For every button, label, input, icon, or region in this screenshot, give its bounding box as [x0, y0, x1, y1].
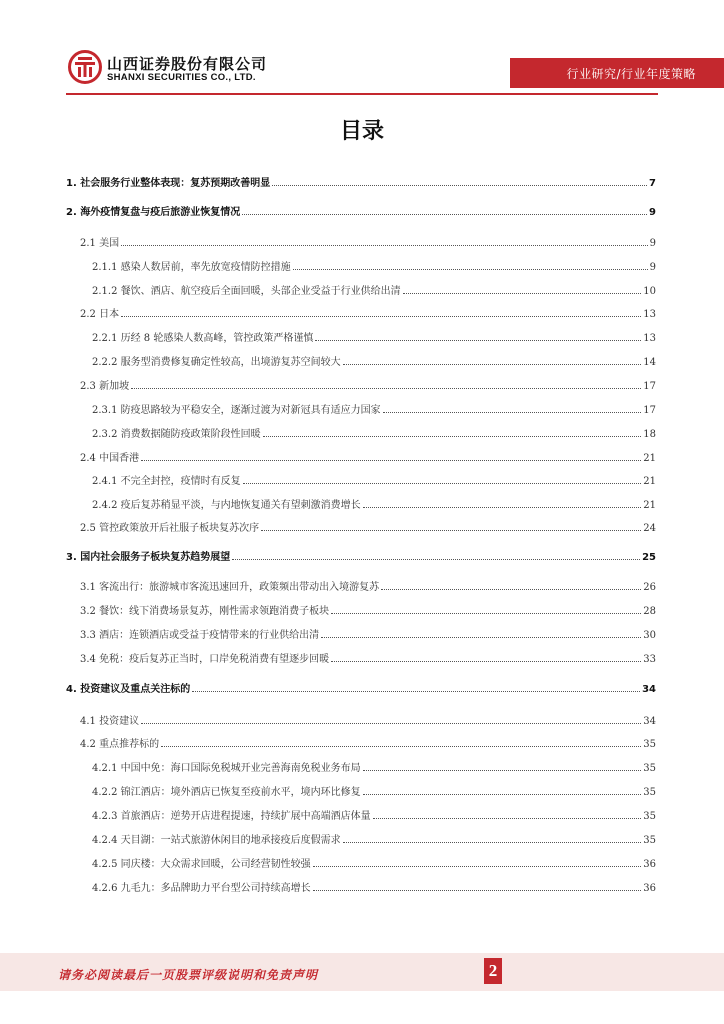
toc-entry[interactable]: [80, 712, 656, 727]
toc-entry-page: 34: [643, 716, 656, 727]
toc-entry[interactable]: [92, 401, 656, 416]
toc-entry-page: 36: [643, 883, 656, 894]
toc-leader-dots: [121, 316, 641, 317]
toc-leader-dots: [293, 269, 648, 270]
toc-entry-title: 4.2.4 天目湖：一站式旅游休闲目的地承接疫后度假需求: [92, 835, 341, 846]
toc-entry[interactable]: [92, 258, 656, 273]
toc-entry-title: 4.2.3 首旅酒店：逆势开店进程提速，持续扩展中高端酒店体量: [92, 811, 371, 822]
toc-leader-dots: [141, 460, 641, 461]
toc-entry[interactable]: [92, 807, 656, 822]
toc-entry[interactable]: [66, 203, 656, 218]
toc-entry-page: 35: [643, 787, 656, 798]
toc-leader-dots: [131, 388, 641, 389]
toc-leader-dots: [313, 890, 642, 891]
toc-entry[interactable]: [66, 174, 656, 189]
toc-entry-title: 1. 社会服务行业整体表现：复苏预期改善明显: [66, 178, 271, 189]
toc-leader-dots: [141, 723, 641, 724]
toc-entry-title: 3. 国内社会服务子板块复苏趋势展望: [66, 552, 231, 563]
toc-entry[interactable]: [92, 783, 656, 798]
toc-leader-dots: [343, 364, 642, 365]
toc-entry-page: 24: [643, 523, 656, 534]
toc-leader-dots: [381, 589, 641, 590]
footer-disclaimer: 请务必阅读最后一页股票评级说明和免责声明: [58, 968, 319, 982]
toc-entry-page: 17: [643, 405, 656, 416]
toc-leader-dots: [261, 530, 641, 531]
toc-entry-title: 3.2 餐饮：线下消费场景复苏，刚性需求领跑消费子板块: [80, 606, 330, 617]
toc-entry-title: 4.1 投资建议: [80, 716, 140, 727]
toc-entry-title: 2.3.1 防疫思路较为平稳安全，逐渐过渡为对新冠具有适应力国家: [92, 405, 381, 416]
toc-entry[interactable]: [80, 602, 656, 617]
toc-entry-page: 21: [643, 476, 656, 487]
report-type-banner: [510, 58, 724, 88]
toc-entry-page: 21: [643, 453, 656, 464]
toc-leader-dots: [363, 794, 642, 795]
toc-leader-dots: [161, 746, 641, 747]
toc-entry[interactable]: [80, 234, 656, 249]
toc-entry-title: 2.5 管控政策放开后社服子板块复苏次序: [80, 523, 260, 534]
toc-leader-dots: [313, 866, 642, 867]
toc-leader-dots: [373, 818, 642, 819]
toc-entry[interactable]: [92, 425, 656, 440]
toc-leader-dots: [263, 436, 642, 437]
toc-entry-title: 2.4 中国香港: [80, 453, 140, 464]
toc-entry[interactable]: [92, 879, 656, 894]
header-divider: [66, 93, 658, 95]
toc-entry-title: 2.1.2 餐饮、酒店、航空疫后全面回暖，头部企业受益于行业供给出清: [92, 286, 401, 297]
toc-leader-dots: [272, 185, 647, 186]
toc-leader-dots: [343, 842, 642, 843]
toc-entry-page: 36: [643, 859, 656, 870]
toc-entry[interactable]: [92, 759, 656, 774]
page-number: 2: [488, 961, 498, 980]
toc-entry-page: 35: [643, 739, 656, 750]
toc-entry-title: 2.3 新加坡: [80, 381, 130, 392]
toc-entry[interactable]: [92, 472, 656, 487]
toc-entry-title: 3.1 客流出行：旅游城市客流迅速回升，政策频出带动出入境游复苏: [80, 582, 380, 593]
shanxi-securities-logo-icon: [68, 50, 102, 84]
toc-entry-page: 35: [643, 835, 656, 846]
toc-entry-page: 21: [643, 500, 656, 511]
toc-entry-title: 2.1 美国: [80, 238, 120, 249]
toc-entry-page: 34: [642, 684, 656, 695]
toc-entry-page: 33: [643, 654, 656, 665]
toc-entry-title: 4.2.2 锦江酒店：境外酒店已恢复至疫前水平，境内环比修复: [92, 787, 361, 798]
toc-entry-page: 9: [649, 207, 656, 218]
toc-entry-page: 10: [643, 286, 656, 297]
toc-entry-title: 2.1.1 感染人数居前，率先放宽疫情防控措施: [92, 262, 291, 273]
toc-entry-page: 18: [643, 429, 656, 440]
toc-entry-title: 2.2.1 历经 8 轮感染人数高峰，管控政策严格谨慎: [92, 333, 314, 344]
page-title: 目录: [339, 119, 384, 144]
toc-entry-page: 26: [643, 582, 656, 593]
toc-entry-title: 3.3 酒店：连锁酒店或受益于疫情带来的行业供给出清: [80, 630, 320, 641]
toc-leader-dots: [363, 770, 642, 771]
company-name-en: SHANXI SECURITIES CO., LTD.: [107, 72, 256, 83]
toc-entry[interactable]: [80, 650, 656, 665]
toc-leader-dots: [403, 293, 642, 294]
report-type-label: 行业研究/行业年度策略: [566, 67, 696, 81]
toc-entry[interactable]: [80, 735, 656, 750]
toc-leader-dots: [121, 245, 648, 246]
toc-leader-dots: [315, 340, 641, 341]
toc-entry[interactable]: [92, 353, 656, 368]
toc-entry-title: 4.2.6 九毛九：多品牌助力平台型公司持续高增长: [92, 883, 311, 894]
page-number-badge: [484, 958, 502, 984]
toc-entry[interactable]: [92, 329, 656, 344]
toc-entry-title: 4.2.1 中国中免：海口国际免税城开业完善海南免税业务布局: [92, 763, 361, 774]
toc-entry-title: 4. 投资建议及重点关注标的: [66, 684, 191, 695]
toc-entry[interactable]: [92, 282, 656, 297]
toc-entry-page: 14: [643, 357, 656, 368]
toc-entry[interactable]: [80, 377, 656, 392]
toc-entry-page: 13: [643, 333, 656, 344]
toc-entry[interactable]: [80, 578, 656, 593]
toc-leader-dots: [331, 661, 641, 662]
toc-leader-dots: [331, 613, 641, 614]
toc-entry-title: 3.4 免税：疫后复苏正当时，口岸免税消费有望逐步回暖: [80, 654, 330, 665]
toc-entry[interactable]: [80, 449, 656, 464]
toc-entry-page: 9: [649, 262, 656, 273]
toc-leader-dots: [321, 637, 641, 638]
toc-entry-title: 2.2.2 服务型消费修复确定性较高，出境游复苏空间较大: [92, 357, 341, 368]
toc-entry-title: 2.2 日本: [80, 309, 120, 320]
toc-entry-title: 2.4.1 不完全封控，疫情时有反复: [92, 476, 241, 487]
toc-entry-title: 2.3.2 消费数据随防疫政策阶段性回暖: [92, 429, 261, 440]
toc-entry-title: 2. 海外疫情复盘与疫后旅游业恢复情况: [66, 207, 241, 218]
toc-entry[interactable]: [92, 496, 656, 511]
toc-leader-dots: [363, 507, 642, 508]
toc-entry-page: 13: [643, 309, 656, 320]
company-name-cn: 山西证券股份有限公司: [107, 55, 268, 73]
toc-entry-title: 4.2 重点推荐标的: [80, 739, 160, 750]
toc-leader-dots: [192, 691, 640, 692]
toc-leader-dots: [232, 559, 640, 560]
toc-leader-dots: [242, 214, 647, 215]
toc-entry[interactable]: [80, 519, 656, 534]
toc-entry-title: 2.4.2 疫后复苏稍显平淡，与内地恢复通关有望刺激消费增长: [92, 500, 361, 511]
toc-entry-page: 28: [643, 606, 656, 617]
toc-entry-page: 25: [642, 552, 656, 563]
toc-entry-page: 35: [643, 763, 656, 774]
toc-entry-page: 35: [643, 811, 656, 822]
toc-entry[interactable]: [80, 305, 656, 320]
toc-entry[interactable]: [92, 831, 656, 846]
toc-entry-page: 30: [643, 630, 656, 641]
toc-entry[interactable]: [66, 548, 656, 563]
toc-leader-dots: [243, 483, 642, 484]
toc-entry-page: 7: [649, 178, 656, 189]
toc-entry-page: 17: [643, 381, 656, 392]
toc-entry-title: 4.2.5 同庆楼：大众需求回暖，公司经营韧性较强: [92, 859, 311, 870]
toc-entry[interactable]: [80, 626, 656, 641]
toc-entry[interactable]: [66, 680, 656, 695]
page-header: [0, 0, 724, 100]
toc-entry-page: 9: [649, 238, 656, 249]
toc-entry[interactable]: [92, 855, 656, 870]
toc-leader-dots: [383, 412, 642, 413]
